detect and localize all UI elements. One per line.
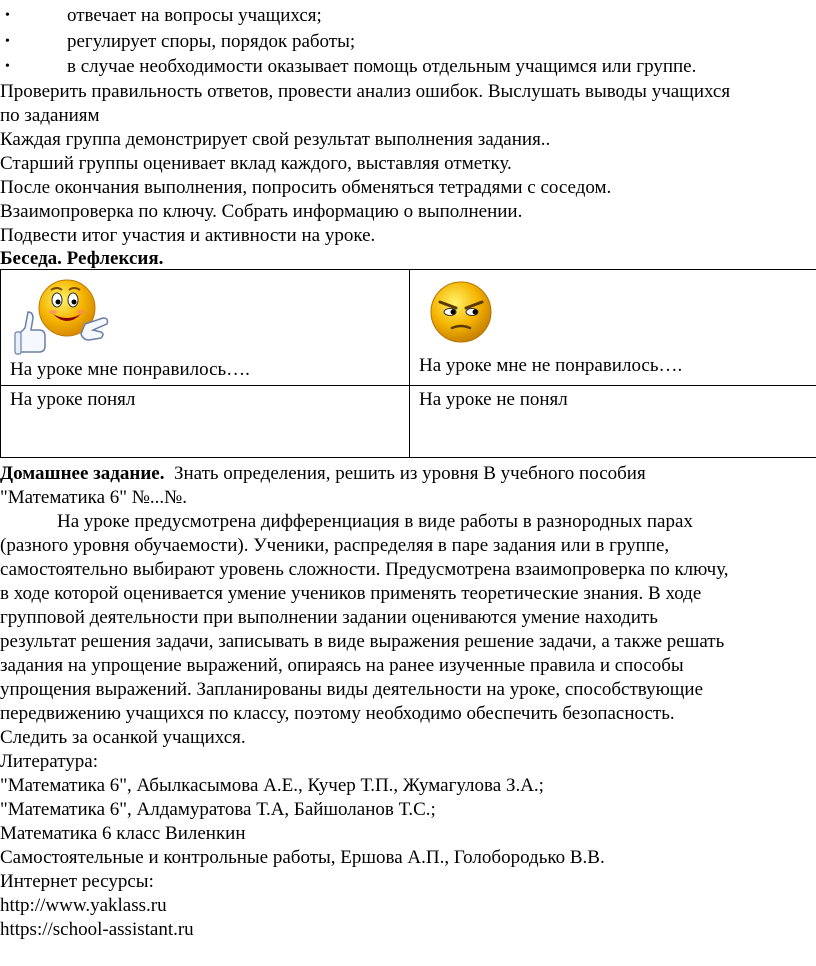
internet-link[interactable]: https://school-assistant.ru	[0, 919, 194, 940]
text-line: Взаимопроверка по ключу. Собрать информацию о выполнении.	[0, 201, 523, 222]
bullet-text: в случае необходимости оказывает помощь отдельным учащимся или группе.	[67, 56, 697, 77]
paragraph-line: групповой деятельности при выполнении задании оцениваются умение находить	[0, 607, 658, 628]
paragraph-line: результат решения задачи, записывать в виде выражения решение задачи, а также решать	[0, 631, 725, 652]
literature-item: Математика 6 класс Виленкин	[0, 823, 246, 844]
literature-item: Самостоятельные и контрольные работы, Ершова А.П., Голобородько В.В.	[0, 847, 605, 868]
literature-item: "Математика 6", Абылкасымова А.Е., Кучер Т.П., Жумагулова З.А.;	[0, 775, 544, 796]
reflection-heading: Беседа. Рефлексия.	[0, 248, 164, 269]
homework-text: Знать определения, решить из уровня В учебного пособия	[164, 463, 646, 484]
reflection-cell-not-understood	[410, 386, 816, 458]
bullet-item	[0, 55, 816, 79]
paragraph-line: На уроке предусмотрена дифференциация в виде работы в разнородных парах	[0, 511, 693, 532]
internet-link[interactable]: http://www.yaklass.ru	[0, 895, 167, 916]
paragraph-line: упрощения выражений. Запланированы виды деятельности на уроке, способствующие	[0, 679, 704, 700]
homework-label: Домашнее задание.	[0, 463, 165, 484]
reflection-table	[0, 269, 816, 458]
reflection-liked-label: На уроке мне понравилось….	[10, 359, 250, 380]
bullet-item	[0, 4, 816, 28]
text-line: Проверить правильность ответов, провести анализ ошибок. Выслушать выводы учащихся	[0, 81, 731, 102]
internet-label: Интернет ресурсы:	[0, 871, 154, 892]
literature-label: Литература:	[0, 751, 98, 772]
paragraph-line: в ходе которой оценивается умение учеников применять теоретические знания. В ходе	[0, 583, 702, 604]
paragraph-line: самостоятельно выбирают уровень сложности. Предусмотрена взаимопроверка по ключу,	[0, 559, 729, 580]
bullet-text: регулирует споры, порядок работы;	[67, 31, 356, 52]
text-line: Старший группы оценивает вклад каждого, выставляя отметку.	[0, 153, 512, 174]
paragraph-line: задания на упрощение выражений, опираясь на ранее изученные правила и способы	[0, 655, 684, 676]
paragraph-line: Следить за осанкой учащихся.	[0, 727, 246, 748]
bullet-text: отвечает на вопросы учащихся;	[67, 5, 322, 26]
reflection-disliked-label: На уроке мне не понравилось….	[419, 355, 683, 376]
bullet-glyph: •	[5, 34, 10, 49]
reflection-cell-disliked	[410, 270, 816, 386]
reflection-cell-understood	[1, 386, 410, 458]
homework-text-2: "Математика 6" №...№.	[0, 487, 188, 508]
homework-line	[0, 462, 646, 486]
reflection-cell-liked	[1, 270, 410, 386]
text-line: Подвести итог участия и активности на уроке.	[0, 225, 376, 246]
text-line: по заданиям	[0, 105, 100, 126]
text-line: После окончания выполнения, попросить обменяться тетрадями с соседом.	[0, 177, 612, 198]
reflection-not-understood-label: На уроке не понял	[419, 389, 568, 410]
literature-item: "Математика 6", Алдамуратова Т.А, Байшоланов Т.С.;	[0, 799, 436, 820]
text-line: Каждая группа демонстрирует свой результат выполнения задания..	[0, 129, 551, 150]
thumbs-up-smiley-icon	[13, 278, 113, 358]
bullet-glyph: •	[5, 59, 10, 74]
suspicious-smiley-icon	[426, 280, 496, 344]
bullet-item	[0, 30, 816, 54]
paragraph-line: передвижению учащихся по классу, поэтому необходимо обеспечить безопасность.	[0, 703, 675, 724]
paragraph-line: (разного уровня обучаемости). Ученики, распределяя в паре задания или в группе,	[0, 535, 670, 556]
bullet-glyph: •	[5, 8, 10, 23]
reflection-understood-label: На уроке понял	[10, 389, 136, 410]
